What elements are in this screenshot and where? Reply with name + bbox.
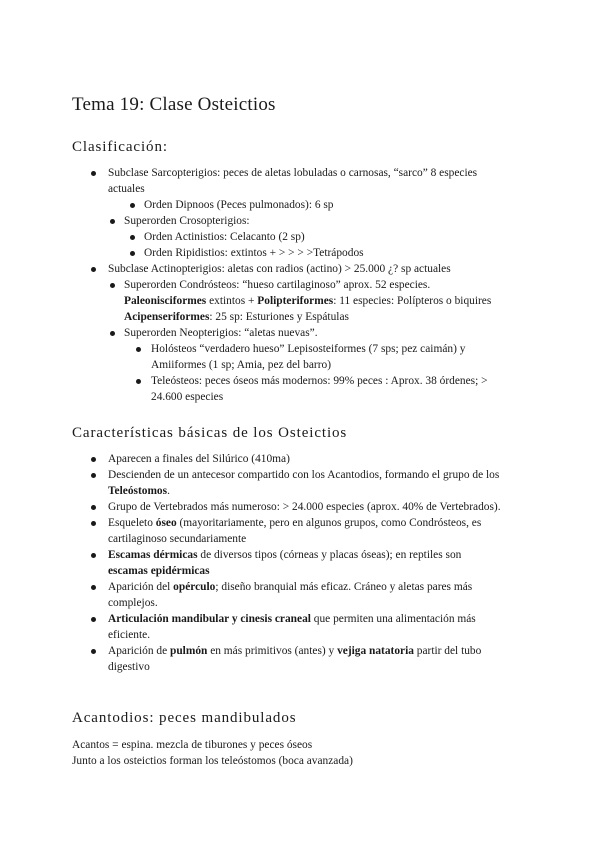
list-item-text bbox=[108, 611, 476, 627]
bold-term: vejiga natatoria bbox=[337, 645, 414, 657]
bold-term: óseo bbox=[155, 517, 177, 529]
list-item-text: 24.600 especies bbox=[151, 391, 224, 403]
bold-term: pulmón bbox=[170, 645, 208, 657]
inline-text: (mayoritariamente, pero en algunos grupos, como Condrósteos, es bbox=[176, 517, 482, 529]
inline-text: Aparición de bbox=[108, 645, 170, 657]
list-item-text bbox=[108, 547, 461, 563]
list-item-text bbox=[108, 563, 210, 579]
bullet-dot bbox=[136, 379, 141, 384]
inline-text: . bbox=[167, 485, 170, 497]
paragraph-line: Acantos = espina. mezcla de tiburones y peces óseos bbox=[72, 739, 313, 751]
bold-term: Escamas dérmicas bbox=[108, 549, 198, 561]
list-item-text: Aparecen a finales del Silúrico (410ma) bbox=[108, 453, 290, 465]
bullet-dot bbox=[130, 235, 135, 240]
list-item-text bbox=[124, 293, 491, 309]
bullet-dot bbox=[91, 457, 96, 462]
inline-text: que permiten una alimentación más bbox=[310, 613, 476, 625]
list-item-text: Orden Actinistios: Celacanto (2 sp) bbox=[144, 231, 305, 243]
inline-text: partir del tubo bbox=[413, 645, 482, 657]
list-item-text bbox=[108, 515, 481, 531]
bold-term: Teleóstomos bbox=[108, 485, 168, 497]
list-item-text: digestivo bbox=[108, 661, 150, 673]
list-item-text bbox=[124, 309, 349, 325]
inline-text: Aparición del bbox=[108, 581, 174, 593]
section-heading-acantodios: Acantodios: peces mandibulados bbox=[72, 710, 297, 726]
list-item-text bbox=[108, 643, 481, 659]
list-item-text bbox=[108, 483, 170, 499]
section-heading-caracteristicas: Características básicas de los Osteictios bbox=[72, 425, 348, 441]
bullet-dot bbox=[91, 505, 96, 510]
inline-text: extintos + bbox=[206, 295, 258, 307]
bullet-dot bbox=[91, 171, 96, 176]
inline-text: Esqueleto bbox=[108, 517, 156, 529]
bold-term: opérculo bbox=[173, 581, 216, 593]
bold-term: Acipenseriformes bbox=[124, 311, 210, 323]
bullet-dot bbox=[91, 473, 96, 478]
bullet-dot bbox=[110, 331, 115, 336]
bullet-dot bbox=[91, 649, 96, 654]
bullet-dot bbox=[130, 203, 135, 208]
list-item-text: Superorden Neopterigios: “aletas nuevas”. bbox=[124, 327, 318, 339]
list-item-text: Amiiformes (1 sp; Amia, pez del barro) bbox=[151, 359, 331, 371]
bullet-dot bbox=[91, 553, 96, 558]
section-heading-clasificacion: Clasificación: bbox=[72, 139, 168, 155]
bullet-dot bbox=[136, 347, 141, 352]
bullet-dot bbox=[130, 251, 135, 256]
bullet-dot bbox=[91, 521, 96, 526]
list-item-text: Orden Dipnoos (Peces pulmonados): 6 sp bbox=[144, 199, 334, 211]
list-item-text: Grupo de Vertebrados más numeroso: > 24.000 especies (aprox. 40% de Vertebrados). bbox=[108, 501, 501, 513]
list-item-text: Superorden Condrósteos: “hueso cartilaginoso” aprox. 52 especies. bbox=[124, 279, 431, 291]
bullet-dot bbox=[91, 267, 96, 272]
list-item-text: Orden Ripidistios: extintos + > > > >Tetrápodos bbox=[144, 247, 364, 259]
bullet-dot bbox=[110, 283, 115, 288]
list-item-text bbox=[108, 579, 472, 595]
list-item-text: Holósteos “verdadero hueso” Lepisosteiformes (7 sps; pez caimán) y bbox=[151, 343, 466, 355]
inline-text: en más primitivos (antes) y bbox=[207, 645, 338, 657]
paragraph-line: Junto a los osteictios forman los teleóstomos (boca avanzada) bbox=[72, 755, 353, 767]
list-item-text: Teleósteos: peces óseos más modernos: 99% peces : Aprox. 38 órdenes; > bbox=[151, 375, 488, 387]
list-item-text: complejos. bbox=[108, 597, 158, 609]
list-item-text: cartilaginoso secundariamente bbox=[108, 533, 247, 545]
bold-term: Articulación mandibular y cinesis craneal bbox=[108, 613, 311, 625]
list-item-text: Subclase Actinopterigios: aletas con radios (actino) > 25.000 ¿? sp actuales bbox=[108, 263, 451, 275]
inline-text: : 11 especies: Polípteros o biquires bbox=[333, 295, 492, 307]
bold-term: escamas epidérmicas bbox=[108, 565, 210, 577]
list-item-text: Subclase Sarcopterigios: peces de aletas lobuladas o carnosas, “sarco” 8 especies bbox=[108, 167, 478, 179]
list-item-text: actuales bbox=[108, 183, 145, 195]
bullet-dot bbox=[91, 617, 96, 622]
list-item-text: Superorden Crosopterigios: bbox=[124, 215, 250, 227]
bullet-dot bbox=[91, 585, 96, 590]
list-item-text: eficiente. bbox=[108, 629, 151, 641]
page-title: Tema 19: Clase Osteictios bbox=[72, 94, 276, 115]
bold-term: Paleonisciformes bbox=[124, 295, 207, 307]
list-item-text: Descienden de un antecesor compartido con los Acantodios, formando el grupo de los bbox=[108, 469, 500, 481]
inline-text: ; diseño branquial más eficaz. Cráneo y aletas pares más bbox=[215, 581, 473, 593]
bullet-dot bbox=[110, 219, 115, 224]
inline-text: de diversos tipos (córneas y placas óseas); en reptiles son bbox=[197, 549, 462, 561]
inline-text: : 25 sp: Esturiones y Espátulas bbox=[209, 311, 349, 323]
bold-term: Polipteriformes bbox=[257, 295, 334, 307]
